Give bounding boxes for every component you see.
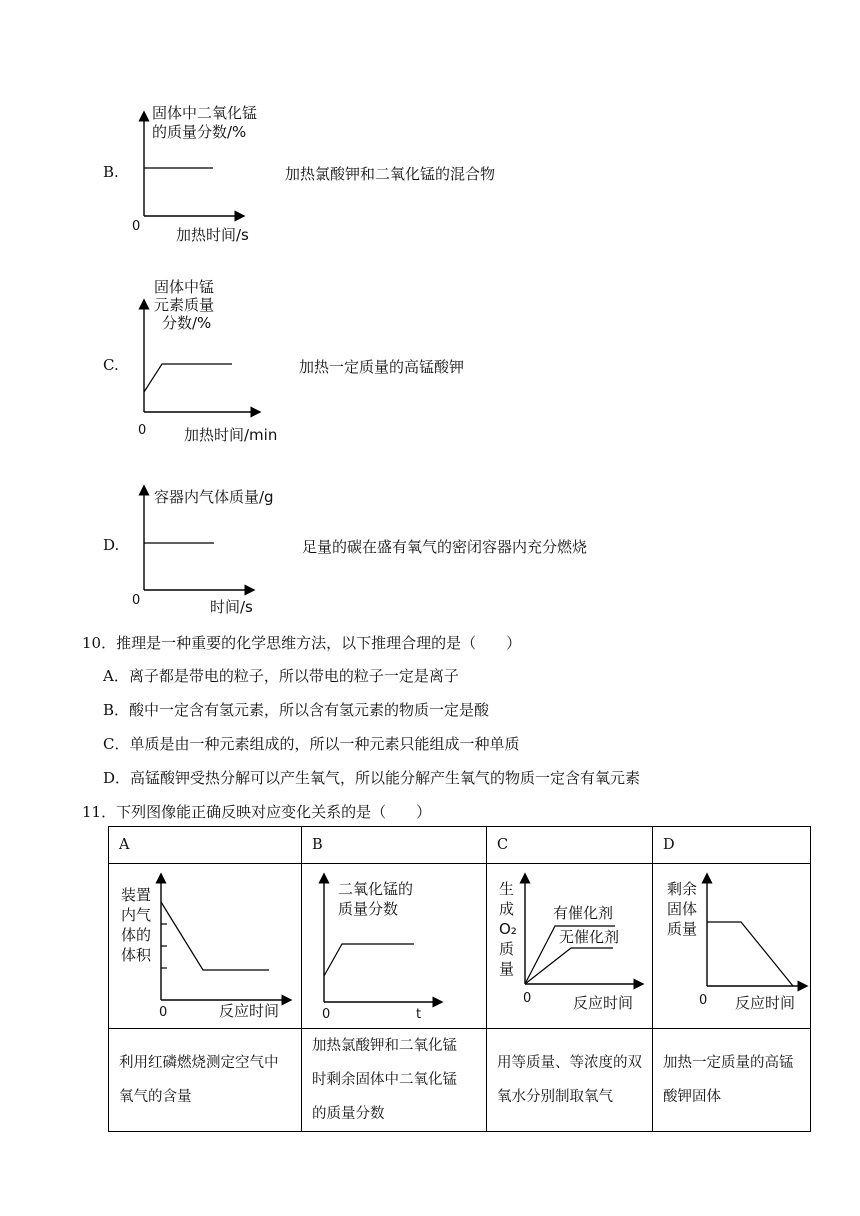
origin-label: 0: [132, 593, 141, 608]
header-c: C: [487, 827, 653, 864]
desc-b-line-1: 加热氯酸钾和二氧化锰: [312, 1038, 457, 1054]
option-b-graph: [128, 100, 268, 250]
y-label-line-1: 固体中锰: [154, 278, 215, 296]
desc-c-line-2: 氧水分别制取氧气: [497, 1089, 613, 1105]
option-d-graph: [128, 480, 298, 620]
origin-label: 0: [699, 993, 708, 1008]
desc-d-line-2: 酸钾固体: [663, 1089, 721, 1105]
y-label-line-3: 体的: [121, 926, 152, 944]
y-label-line-1: 二氧化锰的: [338, 880, 414, 898]
line1-label: 有催化剂: [553, 904, 614, 922]
graph-a: [109, 864, 299, 1024]
origin-label: 0: [159, 1005, 168, 1020]
x-label: 反应时间: [573, 994, 634, 1012]
option-c-caption: 加热一定质量的高锰酸钾: [299, 358, 465, 376]
desc-a-line-2: 氧气的含量: [119, 1089, 192, 1105]
desc-b-line-3: 的质量分数: [312, 1106, 385, 1122]
origin-label: 0: [132, 219, 141, 234]
x-label: 加热时间/s: [176, 226, 249, 244]
y-label-line-5: 量: [499, 960, 515, 978]
q10-stem: 10．推理是一种重要的化学思维方法，以下推理合理的是（ ）: [82, 634, 522, 652]
desc-a: [109, 1029, 302, 1132]
graph-b-cell: [302, 864, 487, 1029]
x-label: t: [416, 1007, 422, 1022]
y-label-line-1: 剩余: [667, 880, 698, 898]
y-label-line-3: O₂: [499, 920, 517, 938]
graph-c-cell: [487, 864, 653, 1029]
graph-c: [487, 864, 651, 1024]
graph-b: [302, 864, 484, 1024]
header-b: B: [302, 827, 487, 864]
header-a: A: [109, 827, 302, 864]
origin-label: 0: [322, 1007, 331, 1022]
y-label-line-2: 元素质量: [154, 296, 215, 314]
graph-d: [653, 864, 809, 1024]
line2-label: 无催化剂: [559, 928, 620, 946]
y-label-line-2: 内气: [121, 906, 152, 924]
option-b-letter: B.: [103, 163, 119, 181]
option-c-letter: C.: [103, 356, 119, 374]
desc-a-line-1: 利用红磷燃烧测定空气中: [119, 1055, 279, 1071]
y-label-line-3: 质量: [667, 920, 698, 938]
y-label-line-2: 成: [499, 900, 515, 918]
y-label-line-4: 质: [499, 940, 515, 958]
desc-c-line-1: 用等质量、等浓度的双: [497, 1055, 642, 1071]
x-label: 反应时间: [219, 1002, 280, 1020]
q10-option-b: B．酸中一定含有氢元素，所以含有氢元素的物质一定是酸: [103, 701, 490, 719]
x-label: 反应时间: [735, 994, 796, 1012]
line-without-catalyst: [525, 948, 613, 984]
graph-d-cell: [653, 864, 811, 1029]
desc-b-line-2: 时剩余固体中二氧化锰: [312, 1072, 457, 1088]
option-b-caption: 加热氯酸钾和二氧化锰的混合物: [285, 165, 496, 183]
header-d: D: [653, 827, 811, 864]
y-label-line-2: 固体: [667, 900, 698, 918]
x-label: 加热时间/min: [184, 426, 278, 444]
option-c-graph: [128, 272, 288, 450]
data-line: [161, 902, 269, 970]
y-label: 容器内气体质量/g: [154, 488, 274, 506]
origin-label: 0: [523, 991, 532, 1006]
q10-option-c: C．单质是由一种元素组成的，所以一种元素只能组成一种单质: [103, 735, 520, 753]
x-label: 时间/s: [210, 598, 253, 616]
y-label-line-1: 装置: [121, 886, 152, 904]
q11-table: [108, 826, 811, 1132]
desc-b: [302, 1029, 487, 1132]
y-label-line-1: 固体中二氧化锰: [152, 104, 258, 122]
y-label-line-1: 生: [499, 880, 515, 898]
y-label-line-3: 分数/%: [162, 314, 212, 332]
graph-a-cell: [109, 864, 302, 1029]
q10-option-a: A．离子都是带电的粒子，所以带电的粒子一定是离子: [103, 667, 459, 685]
q11-stem: 11．下列图像能正确反映对应变化关系的是（ ）: [82, 803, 432, 821]
y-label-line-2: 质量分数: [338, 900, 399, 918]
desc-d-line-1: 加热一定质量的高锰: [663, 1055, 794, 1071]
data-line: [707, 922, 793, 986]
q10-option-d: D．高锰酸钾受热分解可以产生氧气，所以能分解产生氧气的物质一定含有氧元素: [103, 769, 641, 787]
y-label-line-4: 体积: [121, 946, 152, 964]
desc-c: [487, 1029, 653, 1132]
origin-label: 0: [138, 423, 147, 438]
y-label-line-2: 的质量分数/%: [152, 123, 247, 141]
option-d-caption: 足量的碳在盛有氧气的密闭容器内充分燃烧: [302, 538, 588, 556]
data-line: [144, 364, 232, 392]
option-d-letter: D.: [103, 536, 120, 554]
data-line: [324, 944, 414, 976]
desc-d: [653, 1029, 811, 1132]
